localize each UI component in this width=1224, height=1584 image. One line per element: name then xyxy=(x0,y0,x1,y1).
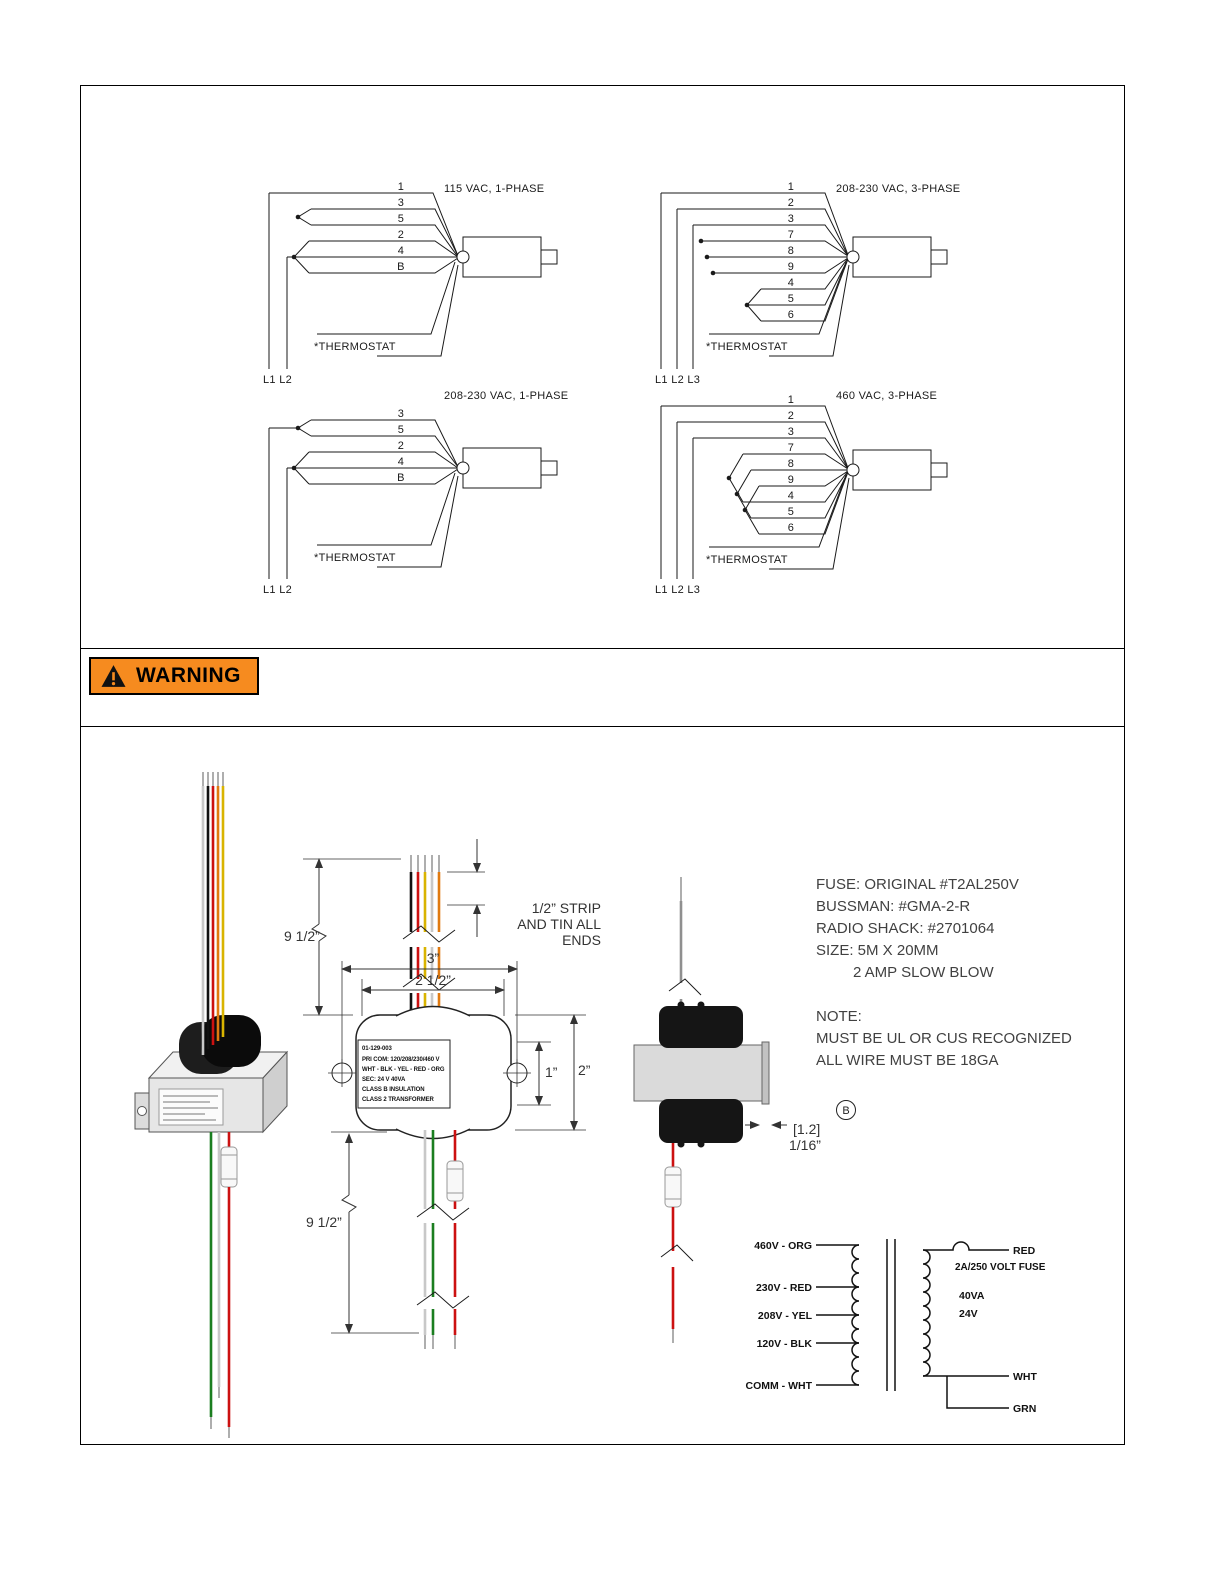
secondary-red-lead-with-fuse xyxy=(923,1242,1009,1250)
motor-shaft xyxy=(931,250,947,264)
wire-label: 7 xyxy=(787,442,795,454)
splice-dot xyxy=(292,466,297,471)
transformer-detail-panel xyxy=(80,726,1125,1445)
motor-terminal xyxy=(457,462,469,474)
motor-shaft xyxy=(541,461,557,475)
tinned-ends xyxy=(203,772,223,786)
wire-label: 5 xyxy=(787,506,795,518)
wire-label: 2 xyxy=(787,410,795,422)
lamination-stack xyxy=(634,1045,762,1101)
lead-label-red: RED xyxy=(1013,1245,1036,1257)
warning-banner xyxy=(89,657,259,695)
line-terminals-label: L1 L2 L3 xyxy=(655,374,701,386)
inline-fuse-holder xyxy=(221,1147,237,1187)
wire-label: 1 xyxy=(787,394,795,406)
break-symbol xyxy=(661,1245,693,1261)
motor-terminal xyxy=(847,464,859,476)
splice-dot xyxy=(292,255,297,260)
motor-wiring-diagrams xyxy=(81,86,1124,649)
nameplate-line: CLASS B INSULATION xyxy=(362,1087,425,1093)
lead-label-white: WHT xyxy=(1013,1371,1037,1383)
end-lamination xyxy=(762,1042,769,1104)
motor-body xyxy=(853,237,931,277)
nameplate-line: SEC: 24 V 40VA xyxy=(362,1077,406,1083)
fuse-spec-line: FUSE: ORIGINAL #T2AL250V xyxy=(816,876,1019,893)
warning-label: WARNING xyxy=(136,664,241,687)
lead-length-dim: 9 1/2” xyxy=(284,928,320,944)
wiring-diagrams-panel xyxy=(80,85,1125,650)
width-dim: 2 1/2” xyxy=(415,972,451,988)
diagram-208-230v-1phase xyxy=(263,390,568,596)
tinned-ends xyxy=(211,1387,229,1438)
wire-label: B xyxy=(397,261,405,273)
transformer-pictorial xyxy=(135,772,287,1438)
note-line: MUST BE UL OR CUS RECOGNIZED xyxy=(816,1030,1072,1047)
wire-label: 8 xyxy=(787,458,795,470)
wire-label: B xyxy=(397,472,405,484)
strip-note: 1/2” STRIP xyxy=(531,900,601,916)
diagram-208-230v-3phase xyxy=(655,181,960,386)
wire-label: 1 xyxy=(787,181,795,193)
strip-note: ENDS xyxy=(562,932,601,948)
diagram-460v-3phase xyxy=(655,390,947,596)
height-dim: 2” xyxy=(578,1062,591,1078)
motor-body xyxy=(463,448,541,488)
motor-terminal xyxy=(847,251,859,263)
dim-break xyxy=(342,1195,356,1212)
lamination-thickness-in: 1/16” xyxy=(789,1137,821,1153)
splice-dot xyxy=(727,476,732,481)
break-symbol xyxy=(669,979,701,995)
tap-label: 208V - YEL xyxy=(757,1310,812,1322)
note-line: NOTE: xyxy=(816,1008,862,1025)
winding-schematic xyxy=(746,1239,1046,1415)
wire-label: 3 xyxy=(397,197,405,209)
mounting-hole xyxy=(138,1107,147,1116)
splice-dot xyxy=(711,271,716,276)
motor-body xyxy=(463,237,541,277)
coil-top xyxy=(659,1006,743,1048)
coil-winding xyxy=(201,1015,261,1067)
splice-dot xyxy=(745,303,750,308)
line-terminals-label: L1 L2 xyxy=(263,584,293,596)
warning-band xyxy=(80,648,1125,727)
coil-nub xyxy=(698,1141,705,1148)
thermostat-label: *THERMOSTAT xyxy=(706,554,788,566)
diagram-title: 460 VAC, 3-PHASE xyxy=(836,390,938,402)
tap-label: 460V - ORG xyxy=(754,1240,812,1252)
wire-label: 3 xyxy=(787,426,795,438)
wire-label: 7 xyxy=(787,229,795,241)
thermostat-label: *THERMOSTAT xyxy=(706,341,788,353)
wire-label: 5 xyxy=(397,424,405,436)
inline-fuse-holder xyxy=(665,1167,681,1207)
fuse-spec-line: BUSSMAN: #GMA-2-R xyxy=(816,898,971,915)
coil-bottom xyxy=(659,1099,743,1143)
coil-nub xyxy=(678,1002,685,1009)
transformer-drawing xyxy=(81,727,1124,1444)
note-line: ALL WIRE MUST BE 18GA xyxy=(816,1052,999,1069)
splice-dot xyxy=(296,426,301,431)
wire-label: 6 xyxy=(787,309,795,321)
line-terminals-label: L1 L2 L3 xyxy=(655,584,701,596)
wire-label: 4 xyxy=(397,245,405,257)
motor-shaft xyxy=(931,463,947,477)
datum-letter: B xyxy=(842,1105,850,1117)
wire-label: 5 xyxy=(787,293,795,305)
wire-label: 2 xyxy=(787,197,795,209)
wire-label: 3 xyxy=(397,408,405,420)
motor-shaft xyxy=(541,250,557,264)
lead-label-green: GRN xyxy=(1013,1403,1037,1415)
fuse-spec-line: SIZE: 5M X 20MM xyxy=(816,942,939,959)
width-dim: 3” xyxy=(426,950,440,966)
nameplate-line: 01-129-003 xyxy=(362,1046,392,1052)
thermostat-label: *THERMOSTAT xyxy=(314,341,396,353)
secondary-green-lead xyxy=(947,1376,1009,1408)
motor-terminal xyxy=(457,251,469,263)
strip-note: AND TIN ALL xyxy=(517,916,601,932)
tap-label: 230V - RED xyxy=(755,1282,812,1294)
splice-dot xyxy=(699,239,704,244)
coil-nub xyxy=(678,1141,685,1148)
wire-label: 1 xyxy=(397,181,405,193)
nameplate-line: PRI COM: 120/208/230/460 V xyxy=(362,1057,440,1063)
secondary-coil xyxy=(923,1250,930,1376)
diagram-title: 208-230 VAC, 3-PHASE xyxy=(836,183,961,195)
fuse-spec-line: 2 AMP SLOW BLOW xyxy=(853,964,994,981)
wire-label: 3 xyxy=(787,213,795,225)
wire-label: 5 xyxy=(397,213,405,225)
wire-label: 9 xyxy=(787,474,795,486)
splice-dot xyxy=(296,215,301,220)
thermostat-label: *THERMOSTAT xyxy=(314,552,396,564)
nameplate-line: CLASS 2 TRANSFORMER xyxy=(362,1097,434,1103)
tinned-ends xyxy=(411,855,439,872)
lead-length-dim: 9 1/2” xyxy=(306,1214,342,1230)
splice-dot xyxy=(705,255,710,260)
tinned-ends xyxy=(425,1335,455,1349)
wire-label: 8 xyxy=(787,245,795,257)
splice-dot xyxy=(735,492,740,497)
fuse-rating-label: 2A/250 VOLT FUSE xyxy=(955,1262,1046,1273)
splice-dot xyxy=(743,508,748,513)
wire-label: 4 xyxy=(787,277,795,289)
fuse-spec-notes xyxy=(816,876,1072,1069)
wire-label: 4 xyxy=(397,456,405,468)
tap-label: 120V - BLK xyxy=(756,1338,812,1350)
warning-icon xyxy=(100,664,127,688)
wire-label: 2 xyxy=(397,440,405,452)
tap-label: COMM - WHT xyxy=(745,1380,812,1392)
motor-body xyxy=(853,450,931,490)
transformer-front-view xyxy=(284,839,601,1349)
line-terminals-label: L1 L2 xyxy=(263,374,293,386)
diagram-115v-1phase xyxy=(263,181,557,386)
voltage-rating: 24V xyxy=(959,1308,978,1320)
wire-label: 6 xyxy=(787,522,795,534)
lamination-thickness-mm: [1.2] xyxy=(793,1121,821,1137)
diagram-title: 115 VAC, 1-PHASE xyxy=(444,183,545,195)
wire-label: 4 xyxy=(787,490,795,502)
fuse-spec-line: RADIO SHACK: #2701064 xyxy=(816,920,995,937)
nameplate-line: WHT - BLK - YEL - RED - ORG xyxy=(362,1067,445,1073)
wire-label: 2 xyxy=(397,229,405,241)
wire-label: 9 xyxy=(787,261,795,273)
coil-nub xyxy=(698,1002,705,1009)
coil-bump-top xyxy=(396,1007,470,1017)
primary-leads xyxy=(411,872,439,1017)
height-dim: 1” xyxy=(545,1064,558,1080)
va-rating: 40VA xyxy=(959,1290,985,1302)
diagram-title: 208-230 VAC, 1-PHASE xyxy=(444,390,569,402)
inline-fuse-holder xyxy=(447,1161,463,1201)
